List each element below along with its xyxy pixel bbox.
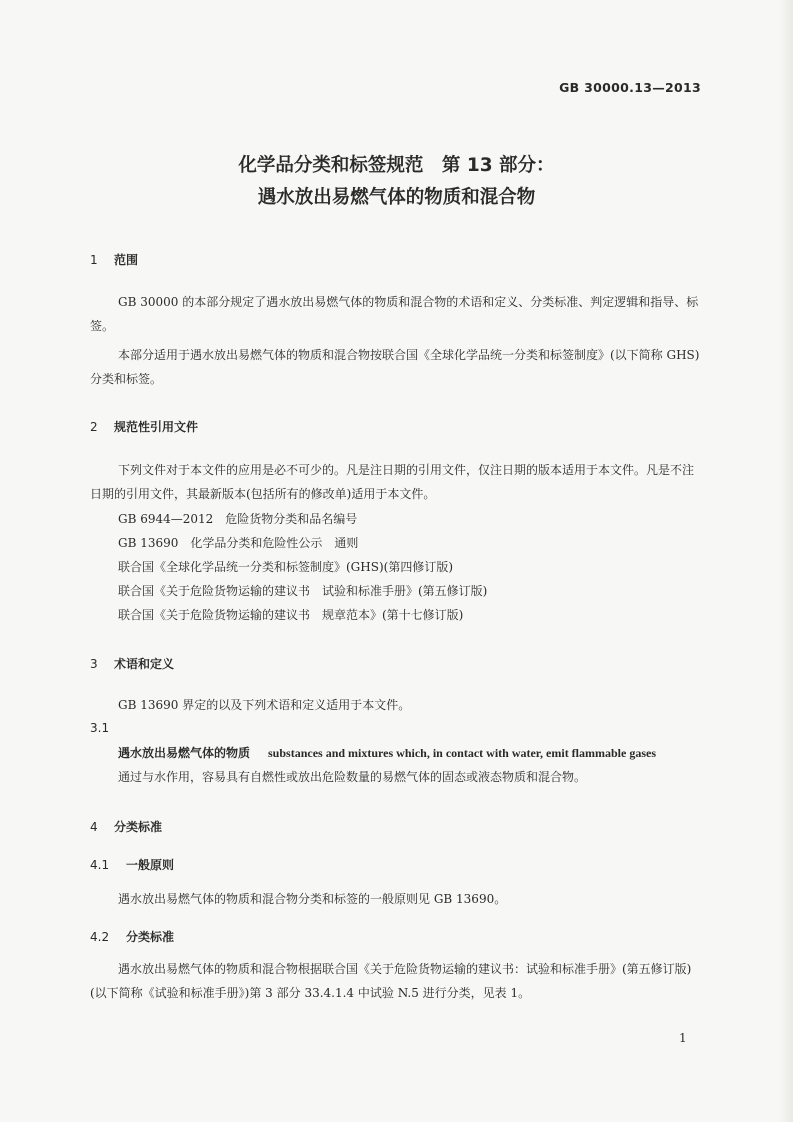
title-line-1: 化学品分类和标签规范 第 13 部分：: [238, 155, 555, 176]
section-3-para: GB 13690 界定的以及下列术语和定义适用于本文件。: [118, 698, 411, 712]
section-number: 4: [90, 820, 98, 834]
paragraph-text: 下列文件对于本文件的应用是必不可少的。凡是注日期的引用文件，仅注日期的版本适用于本文件。凡是不注日期的引用文件，其最新版本(包括所有的修改单)适用于本文件。: [90, 463, 695, 501]
subsection-number: 4.1: [90, 858, 110, 872]
section-title: 范围: [114, 253, 139, 267]
section-number: 2: [90, 420, 98, 434]
section-2-heading: [90, 418, 198, 435]
subsection-4-2-para: [90, 957, 702, 1005]
section-title: 规范性引用文件: [114, 420, 199, 434]
subsection-title: 分类标准: [126, 930, 175, 944]
title-line-2: 遇水放出易燃气体的物质和混合物: [257, 187, 536, 208]
subsection-title: 一般原则: [126, 858, 175, 872]
standard-number: GB 30000.13—2013: [559, 80, 701, 95]
subsection-4-2-heading: [90, 928, 174, 945]
paragraph-text: 遇水放出易燃气体的物质和混合物根据联合国《关于危险货物运输的建议书：试验和标准手册》(第五修订版)(以下简称《试验和标准手册》)第 3 部分 33.4.1.4 中试验 N.5 进行分类，见表 1。: [90, 962, 692, 1000]
section-1-para-2: [90, 343, 702, 391]
section-number: 3: [90, 657, 98, 671]
paragraph-text: 本部分适用于遇水放出易燃气体的物质和混合物按联合国《全球化学品统一分类和标签制度》(以下简称 GHS)分类和标签。: [90, 348, 700, 386]
subsection-number: 4.2: [90, 930, 110, 944]
term-definition: 通过与水作用，容易具有自燃性或放出危险数量的易燃气体的固态或液态物质和混合物。: [118, 770, 587, 784]
section-1-para-1: [90, 290, 702, 338]
reference-item: 联合国《全球化学品统一分类和标签制度》(GHS)(第四修订版): [118, 560, 454, 574]
reference-item: 联合国《关于危险货物运输的建议书 规章范本》(第十七修订版): [118, 608, 464, 622]
subsection-4-1-para: 遇水放出易燃气体的物质和混合物分类和标签的一般原则见 GB 13690。: [118, 892, 507, 906]
section-title: 术语和定义: [114, 657, 175, 671]
section-title: 分类标准: [114, 820, 163, 834]
subsection-4-1-heading: [90, 856, 174, 873]
page-number: 1: [679, 1031, 687, 1045]
section-4-heading: [90, 818, 162, 835]
term-chinese: 遇水放出易燃气体的物质: [118, 746, 251, 760]
section-1-heading: [90, 251, 138, 268]
reference-item: GB 6944—2012 危险货物分类和品名编号: [118, 512, 358, 526]
reference-item: 联合国《关于危险货物运输的建议书 试验和标准手册》(第五修订版): [118, 584, 488, 598]
term-english: substances and mixtures which, in contact with water, emit flammable gases: [268, 746, 657, 760]
paragraph-text: GB 30000 的本部分规定了遇水放出易燃气体的物质和混合物的术语和定义、分类标准、判定逻辑和指导、标签。: [90, 295, 699, 333]
document-title: [0, 150, 793, 214]
section-number: 1: [90, 253, 98, 267]
section-3-heading: [90, 655, 174, 672]
section-2-para: [90, 458, 702, 506]
term-entry: [118, 744, 656, 761]
reference-item: GB 13690 化学品分类和危险性公示 通则: [118, 536, 359, 550]
clause-number: 3.1: [90, 721, 110, 735]
